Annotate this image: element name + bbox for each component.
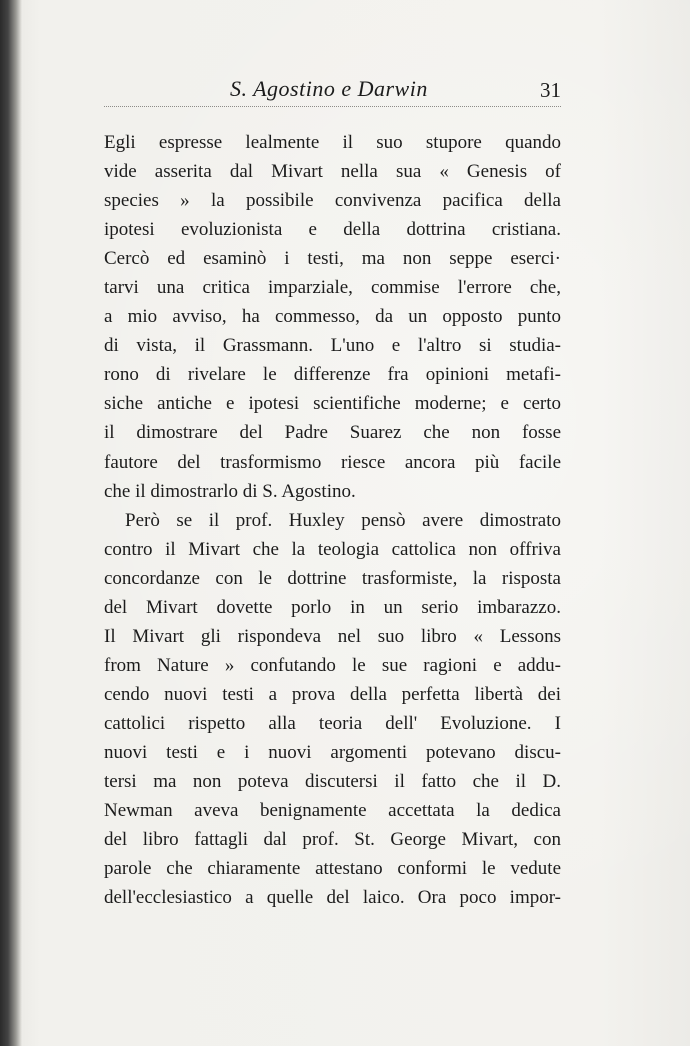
- text-line: Cercò ed esaminò i testi, ma non seppe eserci·: [104, 248, 561, 270]
- text-line: siche antiche e ipotesi scientifiche moderne; e certo: [104, 393, 561, 415]
- text-line: fautore del trasformismo riesce ancora più facile: [104, 451, 561, 473]
- text-line: del Mivart dovette porlo in un serio imbarazzo.: [104, 596, 561, 618]
- running-title: S. Agostino e Darwin: [230, 76, 428, 101]
- text-line: Il Mivart gli rispondeva nel suo libro « Lessons: [104, 625, 561, 647]
- paragraph-2: [104, 506, 561, 913]
- text-line: contro il Mivart che la teologia cattolica non offriva: [104, 538, 561, 560]
- header-rule: [104, 106, 561, 107]
- text-line: tarvi una critica imparziale, commise l'errore che,: [104, 277, 561, 299]
- paragraph-1: [104, 128, 561, 506]
- text-line: rono di rivelare le differenze fra opinioni metafi-: [104, 364, 561, 386]
- text-line: che il dimostrarlo di S. Agostino.: [104, 480, 356, 502]
- page-header: [104, 74, 561, 108]
- text-line: ipotesi evoluzionista e della dottrina cristiana.: [104, 219, 561, 241]
- text-line: concordanze con le dottrine trasformiste, la risposta: [104, 567, 561, 589]
- book-binding-edge: [0, 0, 22, 1046]
- text-line: parole che chiaramente attestano conformi le vedute: [104, 858, 561, 880]
- page-number: 31: [540, 78, 561, 102]
- text-line: Newman aveva benignamente accettata la dedica: [104, 800, 561, 822]
- text-line: dell'ecclesiastico a quelle del laico. Ora poco impor-: [104, 887, 561, 909]
- body-text: [104, 128, 561, 912]
- text-line: cattolici rispetto alla teoria dell' Evoluzione. I: [104, 712, 561, 734]
- text-line: cendo nuovi testi a prova della perfetta libertà dei: [104, 683, 561, 705]
- text-line: tersi ma non poteva discutersi il fatto che il D.: [104, 771, 561, 793]
- text-line: nuovi testi e i nuovi argomenti potevano discu-: [104, 741, 561, 763]
- text-line: vide asserita dal Mivart nella sua « Genesis of: [104, 161, 561, 183]
- text-line: from Nature » confutando le sue ragioni e addu-: [104, 654, 561, 676]
- text-line: Egli espresse lealmente il suo stupore quando: [104, 132, 561, 153]
- text-line: species » la possibile convivenza pacifica della: [104, 190, 561, 212]
- text-line: il dimostrare del Padre Suarez che non fosse: [104, 422, 561, 444]
- text-line: di vista, il Grassmann. L'uno e l'altro si studia-: [104, 335, 561, 357]
- text-line: a mio avviso, ha commesso, da un opposto punto: [104, 306, 561, 328]
- text-line: del libro fattagli dal prof. St. George Mivart, con: [104, 829, 561, 851]
- text-line: Però se il prof. Huxley pensò avere dimostrato: [125, 509, 561, 531]
